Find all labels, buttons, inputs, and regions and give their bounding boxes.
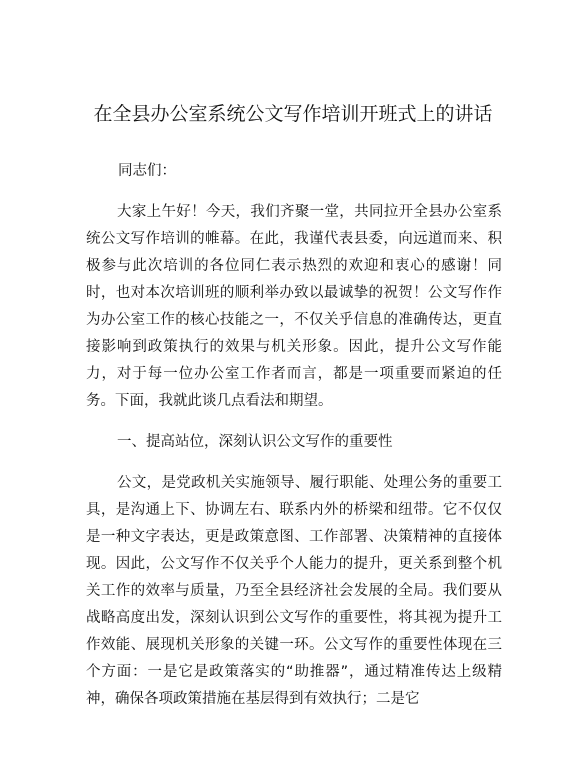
salutation: 同志们：	[118, 163, 176, 179]
paragraph-gap	[86, 415, 502, 429]
section-paragraph: 公文，是党政机关实施领导、履行职能、处理公务的重要工具，是沟通上下、协调左右、联系内外的桥梁和纽带。它不仅仅是一种文字表达，更是政策意图、工作部署、决策精神的直接体现。因此，公文写作不仅关乎个人能力的提升，更关系到整个机关工作的效率与质量，乃至全县经济社会发展的全局。我们要从战略高度出发，深刻认识到公文写作的重要性，将其视为提升工作效能、展现机关形象的关键一环。公文写作的重要性体现在三个方面：一是它是政策落实的“助推器”，通过精准传达上级精神，确保各项政策措施在基层得到有效执行；二是它	[86, 475, 502, 707]
section-heading: 一、提高站位，深刻认识公文写作的重要性	[117, 434, 393, 450]
paragraph-gap	[86, 185, 502, 199]
intro-paragraph: 大家上午好！今天，我们齐聚一堂，共同拉开全县办公室系统公文写作培训的帷幕。在此，我谨代表县委，向远道而来、积极参与此次培训的各位同仁表示热烈的欢迎和衷心的感谢！同时，也对本次培训班的顺利举办致以最诚挚的祝贺！公文写作作为办公室工作的核心技能之一，不仅关乎信息的准确传达，更直接影响到政策执行的效果与机关形象。因此，提升公文写作能力，对于每一位办公室工作者而言，都是一项重要而紧迫的任务。下面，我就此谈几点看法和期望。	[86, 204, 502, 409]
paragraph-gap	[86, 456, 502, 470]
document-title: 在全县办公室系统公文写作培训开班式上的讲话	[93, 103, 493, 125]
document-body	[86, 158, 502, 713]
